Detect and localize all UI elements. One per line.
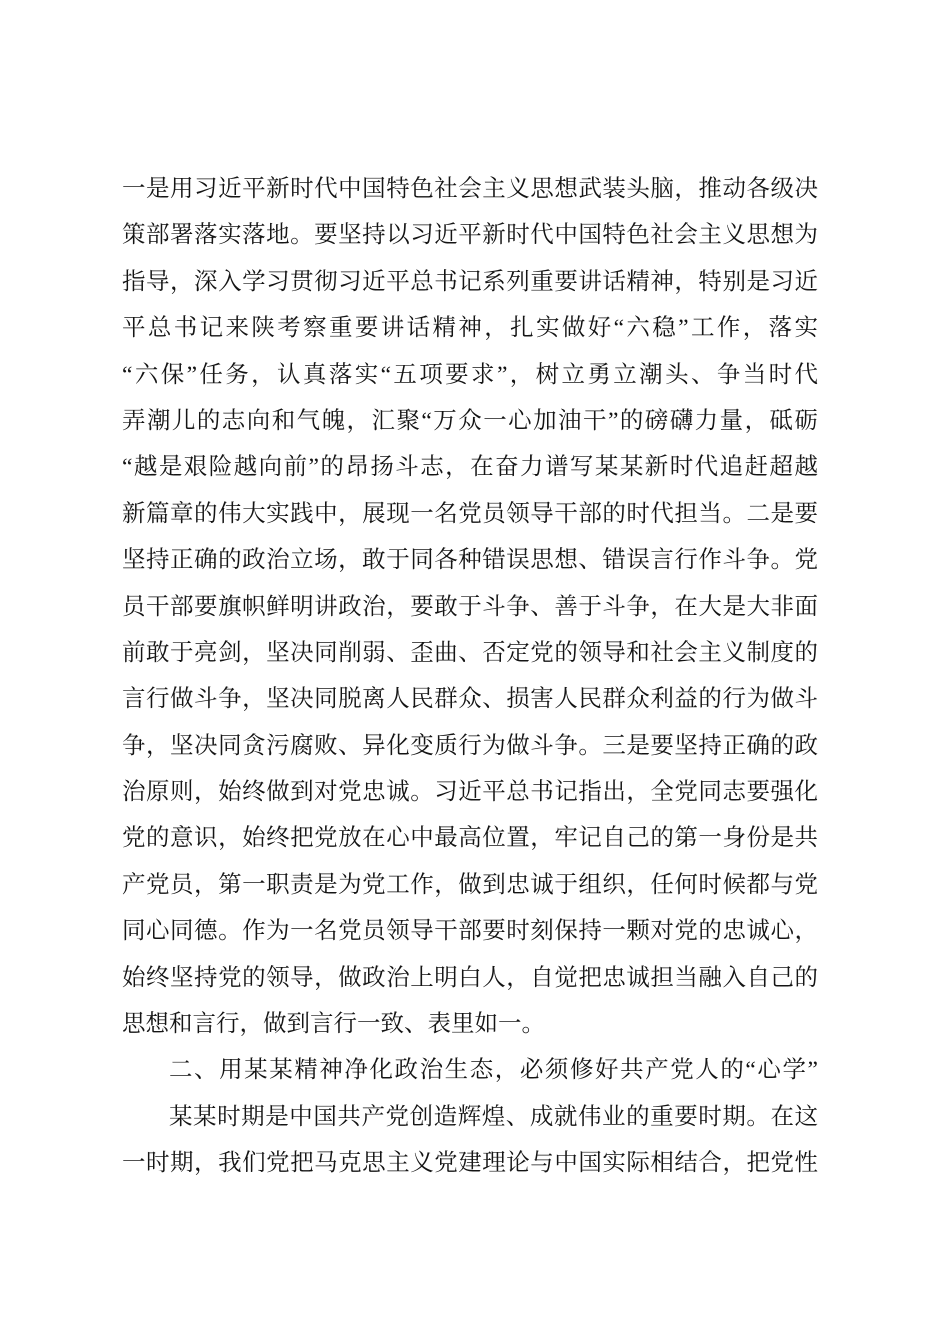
text-line: 指导，深入学习贯彻习近平总书记系列重要讲话精神，特别是习近	[122, 268, 818, 295]
text-line: 弄潮儿的志向和气魄，汇聚“万众一心加油干”的磅礴力量，砥砺	[122, 407, 818, 434]
text-line: 前敢于亮剑，坚决同削弱、歪曲、否定党的领导和社会主义制度的	[122, 639, 818, 666]
text-line: 二、用某某精神净化政治生态，必须修好共产党人的“心学”	[169, 1057, 818, 1084]
text-line: 争，坚决同贪污腐败、异化变质行为做斗争。三是要坚持正确的政	[122, 732, 818, 759]
text-line: 思想和言行，做到言行一致、表里如一。	[122, 1011, 545, 1038]
text-line: “六保”任务，认真落实“五项要求”，树立勇立潮头、争当时代	[122, 361, 818, 388]
text-line: 言行做斗争，坚决同脱离人民群众、损害人民群众利益的行为做斗	[122, 686, 818, 713]
text-line: 坚持正确的政治立场，敢于同各种错误思想、错误言行作斗争。党	[122, 547, 818, 574]
text-line: 同心同德。作为一名党员领导干部要时刻保持一颗对党的忠诚心，	[122, 918, 818, 945]
text-line: 一是用习近平新时代中国特色社会主义思想武装头脑，推动各级决	[122, 176, 818, 202]
text-line: 平总书记来陕考察重要讲话精神，扎实做好“六稳”工作，落实	[122, 315, 818, 342]
text-line: 产党员，第一职责是为党工作，做到忠诚于组织，任何时候都与党	[122, 871, 818, 898]
text-line: 策部署落实落地。要坚持以习近平新时代中国特色社会主义思想为	[122, 222, 818, 249]
text-line: 员干部要旗帜鲜明讲政治，要敢于斗争、善于斗争，在大是大非面	[122, 593, 818, 620]
text-line: 某某时期是中国共产党创造辉煌、成就伟业的重要时期。在这	[169, 1103, 818, 1130]
document-text-block	[122, 166, 818, 1187]
text-line: “越是艰险越向前”的昂扬斗志，在奋力谱写某某新时代追赶超越	[122, 454, 818, 481]
text-line: 新篇章的伟大实践中，展现一名党员领导干部的时代担当。二是要	[122, 500, 818, 527]
text-line: 一时期，我们党把马克思主义党建理论与中国实际相结合，把党性	[122, 1150, 818, 1177]
text-line: 党的意识，始终把党放在心中最高位置，牢记自己的第一身份是共	[122, 825, 818, 852]
text-line: 始终坚持党的领导，做政治上明白人，自觉把忠诚担当融入自己的	[122, 964, 818, 991]
text-line: 治原则，始终做到对党忠诚。习近平总书记指出，全党同志要强化	[122, 779, 818, 806]
